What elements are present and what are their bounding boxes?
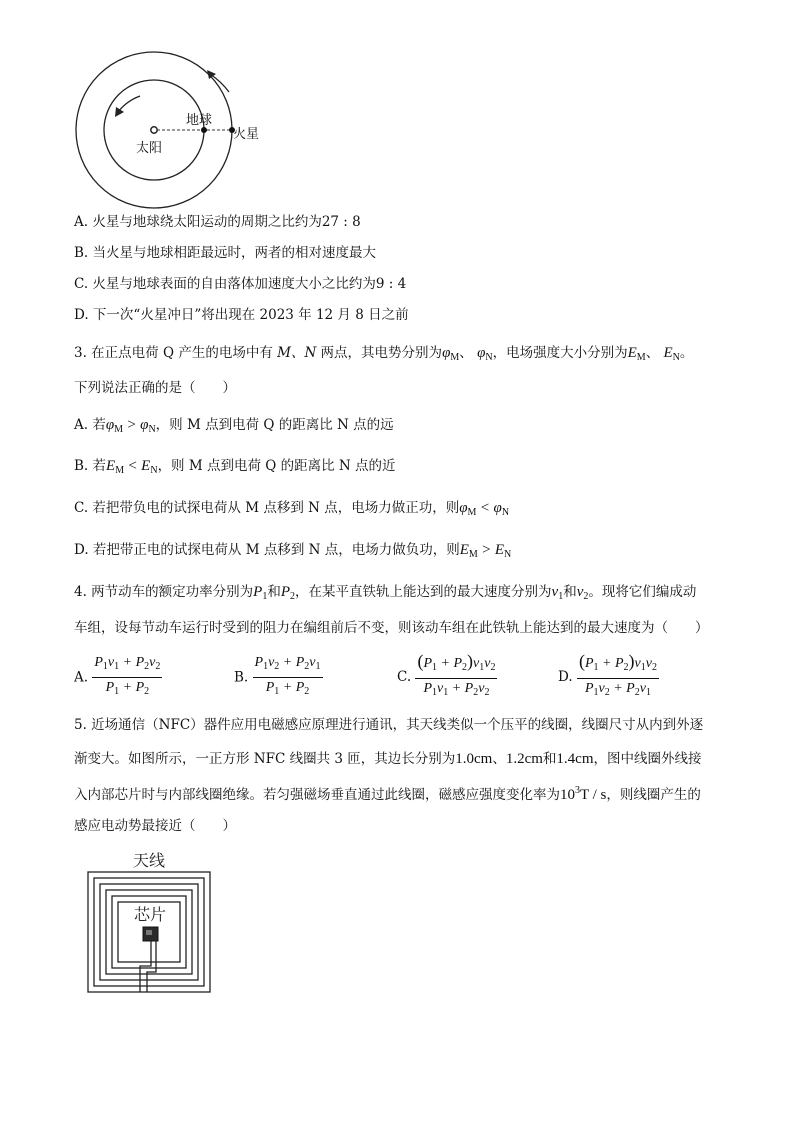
chip-icon — [143, 927, 158, 941]
q5-line-3: 入内部芯片时与内部线圈绝缘。若匀强磁场垂直通过此线圈，磁感应强度变化率为$10^3T$ / s，则线圈产生的 — [74, 785, 701, 803]
inner-arrow-icon — [118, 96, 140, 112]
coil-middle-a — [100, 884, 198, 980]
q4-option-b: B. $\frac{P_1v_2 + P_2v_1}{P_1 + P_2}$ — [234, 654, 323, 701]
chip-highlight — [146, 930, 152, 935]
sun-label: 太阳 — [136, 141, 163, 156]
q2-option-a: A. 火星与地球绕太阳运动的周期之比约为27 : 8 — [74, 214, 361, 230]
q5-line-2: 渐变大。如图所示，一正方形 NFC 线圈共 3 匝，其边长分别为1.0cm、1.2cm和1.4cm，图中线圈外线接 — [74, 751, 702, 767]
q4-option-d: D. $\frac{(P_1 + P_2)v_1v_2}{P_1v_2 + P_2v_1}$ — [558, 652, 659, 702]
coil-inner-b — [118, 902, 180, 962]
q5-line-4: 感应电动势最接近（ ） — [74, 818, 236, 834]
inner-arrowhead-icon — [115, 107, 124, 117]
lead-wire-2 — [147, 941, 156, 992]
orbit-figure — [0, 0, 794, 210]
q3-option-d: D. 若把带正电的试探电荷从 M 点移到 N 点，电场力做负功，则$E_M > E_N$ — [74, 542, 512, 560]
q3-stem: 3. 在正点电荷 Q 产生的电场中有 M、N 两点，其电势分别为$\varphi_M$、 $\varphi_N$，电场强度大小分别为$E_M$、 $E_N$。 — [74, 345, 694, 363]
outer-arrow-icon — [210, 74, 229, 92]
coil-inner-a — [112, 896, 186, 968]
q5-line-1: 5. 近场通信（NFC）器件应用电磁感应原理进行通讯，其天线类似一个压平的线圈，线圈尺寸从内到外逐 — [74, 717, 704, 733]
q4-b-fraction: $\frac{P_1v_2 + P_2v_1}{P_1 + P_2}$ — [254, 655, 321, 697]
chip-label: 芯片 — [134, 905, 167, 924]
q4-stem: 4. 两节动车的额定功率分别为$P_1$和$P_2$，在某平直铁轨上能达到的最大速度分别为$v_1$和$v_2$。现将它们编成动 — [74, 584, 697, 602]
q2-option-c: C. 火星与地球表面的自由落体加速度大小之比约为9 : 4 — [74, 276, 407, 292]
coil-middle-b — [106, 890, 192, 974]
q4-option-a: A. $\frac{P_1v_1 + P_2v_2}{P_1 + P_2}$ — [74, 654, 162, 701]
q3-option-c: C. 若把带负电的试探电荷从 M 点移到 N 点，电场力做正功，则$\varphi_M < \varphi_N$ — [74, 500, 510, 518]
q3-option-a: A. 若$\varphi_M > \varphi_N$，则 M 点到电荷 Q 的距离比 N 点的远 — [74, 417, 394, 435]
mars-label: 火星 — [233, 127, 260, 142]
q4-c-fraction: $\frac{(P_1 + P_2)v_1v_2}{P_1v_1 + P_2v_2}$ — [417, 651, 496, 698]
q2-option-d: D. 下一次“火星冲日”将出现在 2023 年 12 月 8 日之前 — [74, 307, 409, 323]
sun-dot — [151, 127, 157, 133]
coil-outer-b — [94, 878, 204, 986]
q3-option-b: B. 若$E_M < E_N$，则 M 点到电荷 Q 的距离比 N 点的近 — [74, 458, 396, 476]
q4-a-fraction: $\frac{P_1v_1 + P_2v_2}{P_1 + P_2}$ — [94, 655, 161, 697]
q2-option-b: B. 当火星与地球相距最远时，两者的相对速度最大 — [74, 245, 377, 261]
lead-wire-1 — [140, 941, 151, 992]
q4-stem-2: 车组，设每节动车运行时受到的阻力在编组前后不变，则该动车组在此铁轨上能达到的最大速度为（ ） — [74, 620, 709, 636]
q4-d-fraction: $\frac{(P_1 + P_2)v_1v_2}{P_1v_2 + P_2v_1}$ — [578, 651, 657, 698]
q4-option-c: C. $\frac{(P_1 + P_2)v_1v_2}{P_1v_1 + P_2v_2}$ — [397, 652, 497, 702]
coil-outer-a — [88, 872, 210, 992]
earth-label: 地球 — [186, 113, 213, 128]
q3-stem-2: 下列说法正确的是（ ） — [74, 380, 236, 396]
antenna-label: 天线 — [133, 851, 166, 870]
